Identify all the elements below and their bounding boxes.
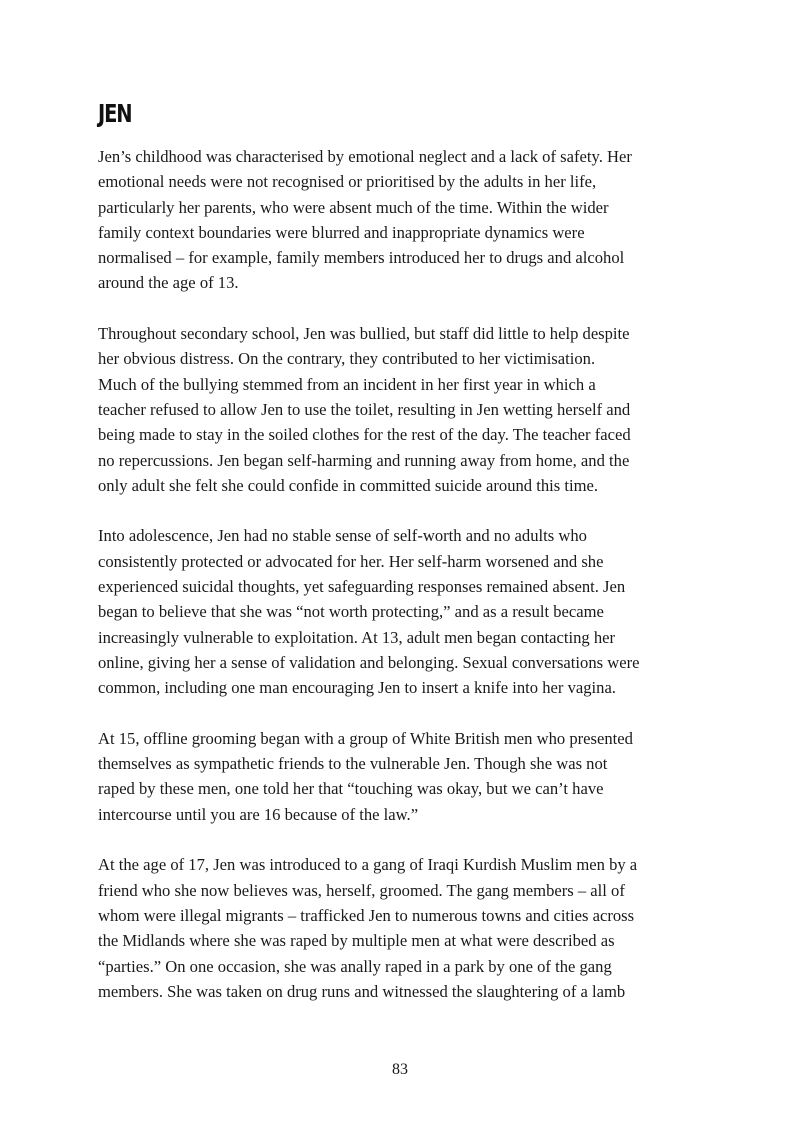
- body-text: [98, 144, 710, 1004]
- text-line: consistently protected or advocated for her. Her self-harm worsened and she: [98, 551, 604, 571]
- text-line: Much of the bullying stemmed from an incident in her first year in which a: [98, 374, 596, 394]
- text-line: experienced suicidal thoughts, yet safeguarding responses remained absent. Jen: [98, 577, 626, 597]
- text-line: began to believe that she was “not worth protecting,” and as a result became: [98, 602, 604, 622]
- text-line: only adult she felt she could confide in committed suicide around this time.: [98, 475, 599, 495]
- text-line: Throughout secondary school, Jen was bullied, but staff did little to help despite: [98, 324, 630, 344]
- text-line: around the age of 13.: [98, 273, 239, 293]
- paragraph-childhood: [98, 144, 710, 296]
- text-line: At 15, offline grooming began with a group of White British men who presented: [98, 728, 633, 748]
- text-line: Into adolescence, Jen had no stable sense of self-worth and no adults who: [98, 526, 587, 546]
- text-line: whom were illegal migrants – trafficked Jen to numerous towns and cities across: [98, 905, 635, 925]
- text-line: teacher refused to allow Jen to use the toilet, resulting in Jen wetting herself and: [98, 399, 631, 419]
- text-line: themselves as sympathetic friends to the vulnerable Jen. Though she was not: [98, 754, 608, 774]
- text-line: increasingly vulnerable to exploitation. At 13, adult men began contacting her: [98, 627, 616, 647]
- text-line: normalised – for example, family members introduced her to drugs and alcohol: [98, 248, 625, 268]
- section-heading: JEN: [98, 99, 132, 128]
- text-line: online, giving her a sense of validation and belonging. Sexual conversations were: [98, 652, 640, 672]
- text-line: common, including one man encouraging Jen to insert a knife into her vagina.: [98, 678, 616, 698]
- text-line: emotional needs were not recognised or prioritised by the adults in her life,: [98, 172, 597, 192]
- paragraph-age-17: [98, 852, 710, 1004]
- page-number: 83: [392, 1061, 408, 1078]
- text-line: being made to stay in the soiled clothes for the rest of the day. The teacher faced: [98, 425, 631, 445]
- text-line: intercourse until you are 16 because of the law.”: [98, 804, 419, 824]
- text-line: “parties.” On one occasion, she was anally raped in a park by one of the gang: [98, 956, 612, 976]
- text-line: particularly her parents, who were absent much of the time. Within the wider: [98, 197, 609, 217]
- text-line: family context boundaries were blurred and inappropriate dynamics were: [98, 222, 585, 242]
- paragraph-adolescence: [98, 523, 710, 700]
- text-line: friend who she now believes was, herself, groomed. The gang members – all of: [98, 880, 625, 900]
- text-line: raped by these men, one told her that “touching was okay, but we can’t have: [98, 779, 604, 799]
- text-line: members. She was taken on drug runs and witnessed the slaughtering of a lamb: [98, 981, 626, 1001]
- paragraph-age-15: [98, 726, 710, 827]
- paragraph-secondary-school: [98, 321, 710, 498]
- text-line: no repercussions. Jen began self-harming and running away from home, and the: [98, 450, 630, 470]
- text-line: Jen’s childhood was characterised by emotional neglect and a lack of safety. Her: [98, 147, 632, 166]
- text-line: At the age of 17, Jen was introduced to a gang of Iraqi Kurdish Muslim men by a: [98, 855, 638, 875]
- text-line: her obvious distress. On the contrary, they contributed to her victimisation.: [98, 349, 596, 369]
- text-line: the Midlands where she was raped by multiple men at what were described as: [98, 931, 615, 951]
